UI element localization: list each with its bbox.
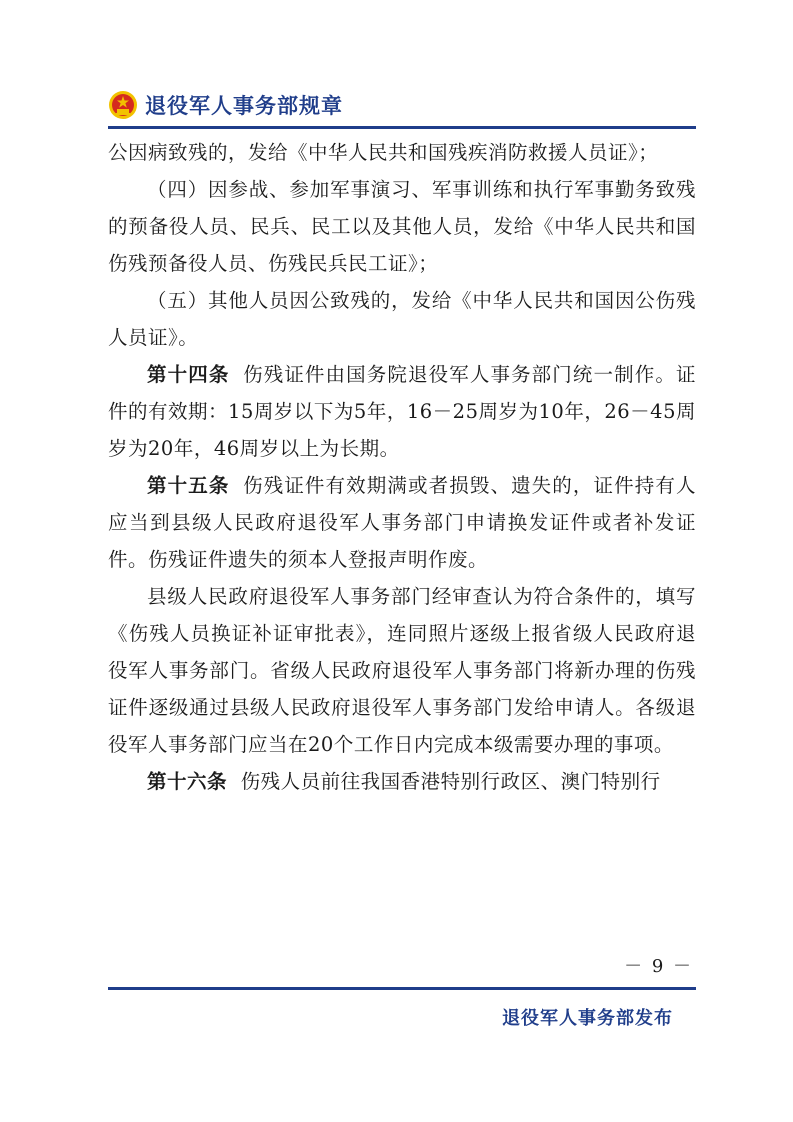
- paragraph: 第十五条 伤残证件有效期满或者损毁、遗失的，证件持有人应当到县级人民政府退役军人事务部门申请换发证件或者补发证件。伤残证件遗失的须本人登报声明作废。: [108, 474, 696, 571]
- footer-divider: [108, 987, 696, 990]
- paragraph: （四）因参战、参加军事演习、军事训练和执行军事勤务致残的预备役人员、民兵、民工以及其他人员，发给《中华人民共和国伤残预备役人员、伤残民兵民工证》；: [108, 178, 696, 275]
- header-divider: [108, 126, 696, 129]
- footer-publisher: 退役军人事务部发布: [502, 1008, 673, 1029]
- document-body: [108, 134, 696, 800]
- page-header: [108, 88, 343, 122]
- paragraph: 第十四条 伤残证件由国务院退役军人事务部门统一制作。证件的有效期：15周岁以下为5年，16－25周岁为10年，26－45周岁为20年，46周岁以上为长期。: [108, 363, 696, 460]
- header-title: 退役军人事务部规章: [145, 94, 343, 118]
- article-number: 第十四条: [147, 363, 230, 386]
- paragraph: 公因病致残的，发给《中华人民共和国残疾消防救援人员证》；: [108, 141, 659, 164]
- national-emblem-icon: [108, 90, 138, 120]
- article-number: 第十五条: [147, 474, 230, 497]
- paragraph: 第十六条 伤残人员前往我国香港特别行政区、澳门特别行: [147, 770, 661, 793]
- paragraph: （五）其他人员因公致残的，发给《中华人民共和国因公伤残人员证》。: [108, 289, 696, 349]
- paragraph: 县级人民政府退役军人事务部门经审查认为符合条件的，填写《伤残人员换证补证审批表》，连同照片逐级上报省级人民政府退役军人事务部门。省级人民政府退役军人事务部门将新办理的伤残证件逐级通过县级人民政府退役军人事务部门发给申请人。各级退役军人事务部门应当在20个工作日内完成本级需要办理的事项。: [108, 585, 696, 756]
- article-number: 第十六条: [147, 770, 228, 793]
- page-number: － 9 －: [624, 956, 693, 977]
